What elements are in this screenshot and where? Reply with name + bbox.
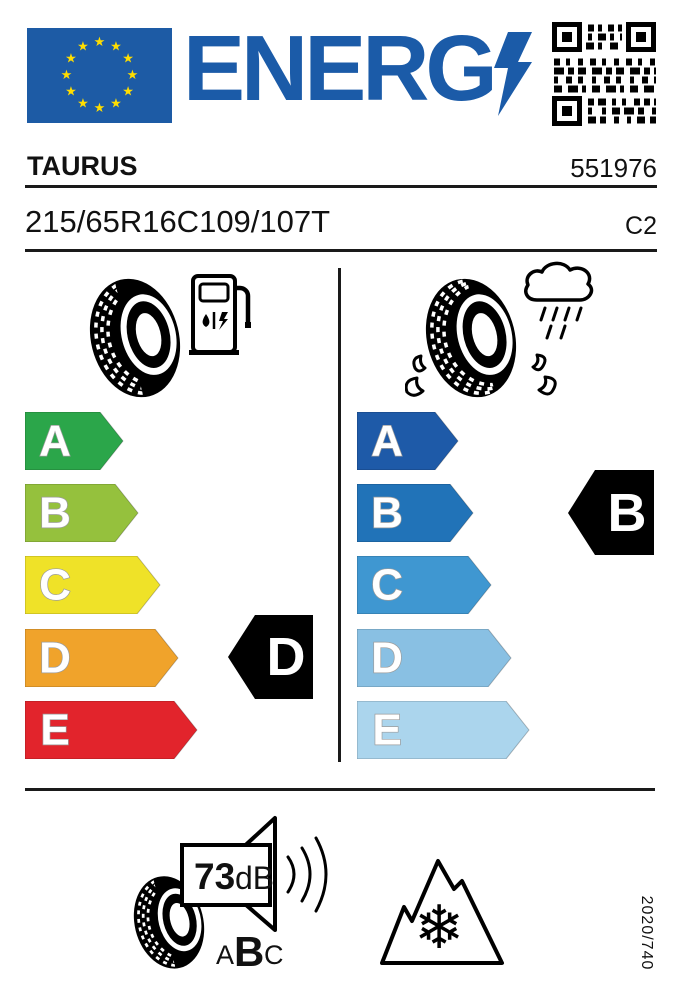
- fuel-class-e-arrow: [25, 701, 198, 759]
- svg-text:A: A: [39, 416, 71, 466]
- fuel-pump-icon: [189, 276, 248, 355]
- wet-grip-rating-value: B: [607, 483, 647, 543]
- noise-value: 73: [194, 856, 236, 897]
- energy-wordmark: ENERG: [183, 16, 494, 120]
- lightning-bolt-icon: [492, 32, 538, 116]
- wet-class-a-arrow: [357, 412, 459, 470]
- svg-text:C: C: [371, 560, 403, 610]
- snowflake-mountain-icon: [378, 843, 506, 969]
- tire-noise-speaker-icon: [128, 812, 358, 997]
- svg-text:E: E: [372, 705, 402, 755]
- fuel-rating-value: D: [266, 627, 306, 687]
- star-icon: ★: [126, 68, 139, 83]
- noise-class-c: C: [264, 940, 284, 970]
- tire-rain-cloud-icon: [405, 258, 600, 413]
- wet-class-c-arrow: [357, 556, 492, 614]
- star-icon: ★: [77, 96, 89, 112]
- star-icon: ★: [110, 39, 122, 55]
- svg-text:D: D: [371, 633, 403, 683]
- snowflake-icon: ❄: [413, 893, 465, 963]
- fuel-class-c-arrow: [25, 556, 161, 614]
- rain-cloud-icon: [526, 263, 592, 338]
- article-number: 551976: [570, 153, 657, 183]
- star-icon: ★: [122, 51, 134, 67]
- noise-class-a: A: [216, 940, 235, 970]
- star-icon: ★: [60, 68, 73, 83]
- divider: [25, 185, 657, 188]
- fuel-class-d-arrow: [25, 629, 179, 687]
- star-icon: ★: [65, 84, 77, 100]
- tire-fuel-pump-icon: [85, 258, 255, 413]
- wet-class-e-arrow: [357, 701, 530, 759]
- fuel-class-a-arrow: [25, 412, 124, 470]
- noise-unit: dB: [235, 860, 275, 896]
- svg-text:C: C: [39, 560, 71, 610]
- tyre-class: C2: [625, 212, 657, 240]
- svg-text:E: E: [40, 705, 70, 755]
- svg-text:B: B: [39, 488, 71, 538]
- star-icon: ★: [93, 101, 106, 116]
- star-icon: ★: [110, 96, 122, 112]
- star-icon: ★: [122, 84, 134, 100]
- regulation-number: 2020/740: [638, 895, 655, 971]
- qr-code-icon: [552, 22, 656, 126]
- column-divider: [338, 268, 341, 762]
- star-icon: ★: [77, 39, 89, 55]
- wet-class-b-arrow: [357, 484, 474, 542]
- divider: [25, 249, 657, 252]
- svg-text:A: A: [371, 416, 403, 466]
- star-icon: ★: [65, 51, 77, 67]
- fuel-class-b-arrow: [25, 484, 139, 542]
- svg-text:B: B: [371, 488, 403, 538]
- star-icon: ★: [93, 35, 106, 50]
- divider: [25, 788, 655, 791]
- wet-class-d-arrow: [357, 629, 512, 687]
- eu-flag-icon: [27, 28, 172, 123]
- noise-class-b: B: [234, 928, 265, 975]
- tyre-size: 215/65R16C109/107T: [25, 204, 331, 239]
- fuel-rating-pointer: [228, 613, 313, 701]
- wet-grip-rating-pointer: [568, 468, 654, 557]
- brand-name: TAURUS: [27, 151, 138, 181]
- svg-text:D: D: [39, 633, 71, 683]
- sound-waves-icon: [288, 838, 326, 911]
